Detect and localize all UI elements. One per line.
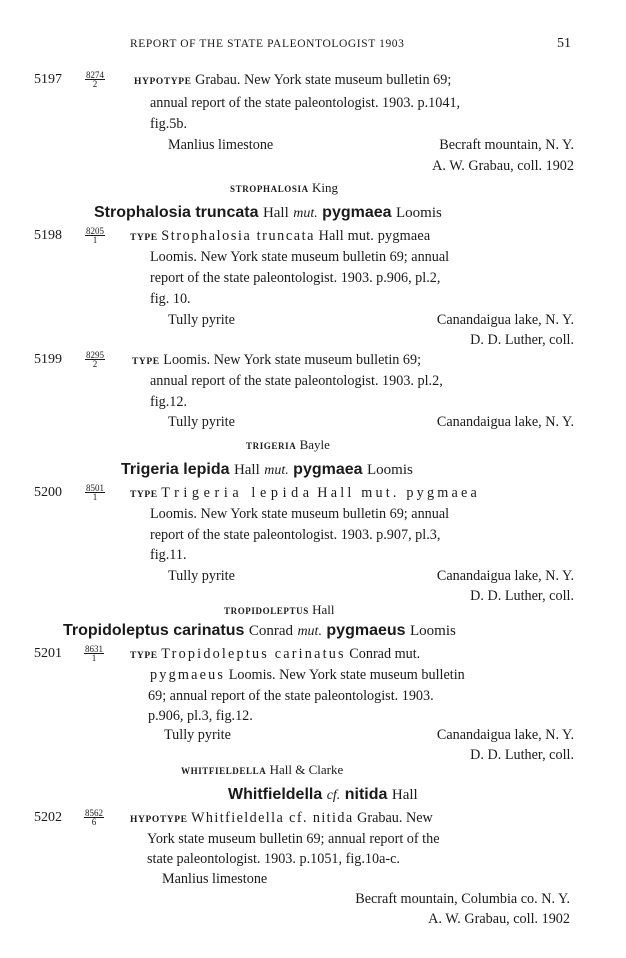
collector: D. D. Luther, coll. xyxy=(470,747,574,763)
species-title: Trigeria lepida Hall mut. pygmaea Loomis xyxy=(121,461,413,478)
entry-line: Loomis. New York state museum bulletin 69; annual xyxy=(150,249,450,265)
locality: Becraft mountain, Columbia co. N. Y. xyxy=(355,891,570,907)
entry-line: annual report of the state paleontologist. 1903. pl.2, xyxy=(150,373,443,389)
catalog-number: 5200 xyxy=(34,485,62,500)
entry-line: pygmaeus Loomis. New York state museum bulletin xyxy=(150,667,465,683)
page-number: 51 xyxy=(557,36,571,51)
specimen-fraction: $\frac{8562}{6}$ xyxy=(85,808,103,827)
entry-line: fig.12. xyxy=(150,394,188,410)
entry-line: annual report of the state paleontologist. 1903. p.1041, xyxy=(150,95,461,111)
catalog-number: 5198 xyxy=(34,228,62,243)
locality: Canandaigua lake, N. Y. xyxy=(436,727,574,743)
formation: Tully pyrite xyxy=(168,414,235,430)
type-label: HYPOTYPE xyxy=(134,77,192,87)
entry-first-line: TYPE Strophalosia truncata Hall mut. pygmaea xyxy=(130,228,431,244)
entry-line: fig.5b. xyxy=(150,116,188,132)
species-title: Whitfieldella cf. nitida Hall xyxy=(228,786,418,803)
entry-line: p.906, pl.3, fig.12. xyxy=(148,708,253,724)
collector: D. D. Luther, coll. xyxy=(470,588,574,604)
type-label: TYPE xyxy=(130,490,158,500)
entry-line: state paleontologist. 1903. p.1051, fig.10a-c. xyxy=(147,851,400,867)
locality: Becraft mountain, N. Y. xyxy=(439,137,574,153)
species-title: Tropidoleptus carinatus Conrad mut. pygmaeus Loomis xyxy=(63,622,456,639)
locality: Canandaigua lake, N. Y. xyxy=(436,414,574,430)
entry-line: report of the state paleontologist. 1903. p.906, pl.2, xyxy=(150,270,441,286)
entry-first-line: HYPOTYPE Whitfieldella cf. nitida Grabau. New xyxy=(130,810,433,826)
collector: A. W. Grabau, coll. 1902 xyxy=(428,911,570,927)
entry-first-line: TYPE Trigeria lepida Hall mut. pygmaea xyxy=(130,485,480,501)
catalog-number: 5202 xyxy=(34,810,62,825)
specimen-fraction: $\frac{8295}{2}$ xyxy=(86,350,104,369)
collector: D. D. Luther, coll. xyxy=(470,332,574,348)
type-label: TYPE xyxy=(130,651,158,661)
catalog-number: 5199 xyxy=(34,352,62,367)
entry-line: Loomis. New York state museum bulletin 69; annual xyxy=(150,506,450,522)
formation: Tully pyrite xyxy=(164,727,231,743)
entry-line: fig.11. xyxy=(150,547,187,563)
type-label: HYPOTYPE xyxy=(130,815,188,825)
specimen-fraction: $\frac{8631}{1}$ xyxy=(85,644,103,663)
species-title: Strophalosia truncata Hall mut. pygmaea Loomis xyxy=(94,204,442,221)
formation: Manlius limestone xyxy=(168,137,274,153)
catalog-number: 5201 xyxy=(34,646,62,661)
entry-first-line: HYPOTYPE Grabau. New York state museum bulletin 69; xyxy=(134,72,452,88)
genus-heading: WHITFIELDELLA Hall & Clarke xyxy=(181,762,344,777)
specimen-fraction: $\frac{8274}{2}$ xyxy=(86,70,104,89)
running-head: REPORT OF THE STATE PALEONTOLOGIST 1903 xyxy=(130,38,405,50)
locality: Canandaigua lake, N. Y. xyxy=(436,568,574,584)
locality: Canandaigua lake, N. Y. xyxy=(436,312,574,328)
type-label: TYPE xyxy=(130,233,158,243)
genus-heading: TROPIDOLEPTUS Hall xyxy=(224,602,335,617)
entry-first-line: TYPE Tropidoleptus carinatus Conrad mut. xyxy=(130,646,421,662)
specimen-fraction: $\frac{8501}{1}$ xyxy=(86,483,104,502)
entry-line: York state museum bulletin 69; annual report of the xyxy=(147,831,440,847)
specimen-fraction: $\frac{8205}{1}$ xyxy=(86,226,104,245)
entry-line: fig. 10. xyxy=(150,291,191,307)
entry-first-line: TYPE Loomis. New York state museum bulletin 69; xyxy=(132,352,422,368)
entry-line: 69; annual report of the state paleontologist. 1903. xyxy=(148,688,434,704)
formation: Tully pyrite xyxy=(168,568,235,584)
type-label: TYPE xyxy=(132,357,160,367)
genus-heading: TRIGERIA Bayle xyxy=(246,437,330,452)
collector: A. W. Grabau, coll. 1902 xyxy=(432,158,574,174)
catalog-number: 5197 xyxy=(34,72,62,87)
genus-heading: STROPHALOSIA King xyxy=(230,180,338,195)
formation: Manlius limestone xyxy=(162,871,268,887)
formation: Tully pyrite xyxy=(168,312,235,328)
entry-line: report of the state paleontologist. 1903. p.907, pl.3, xyxy=(150,527,441,543)
